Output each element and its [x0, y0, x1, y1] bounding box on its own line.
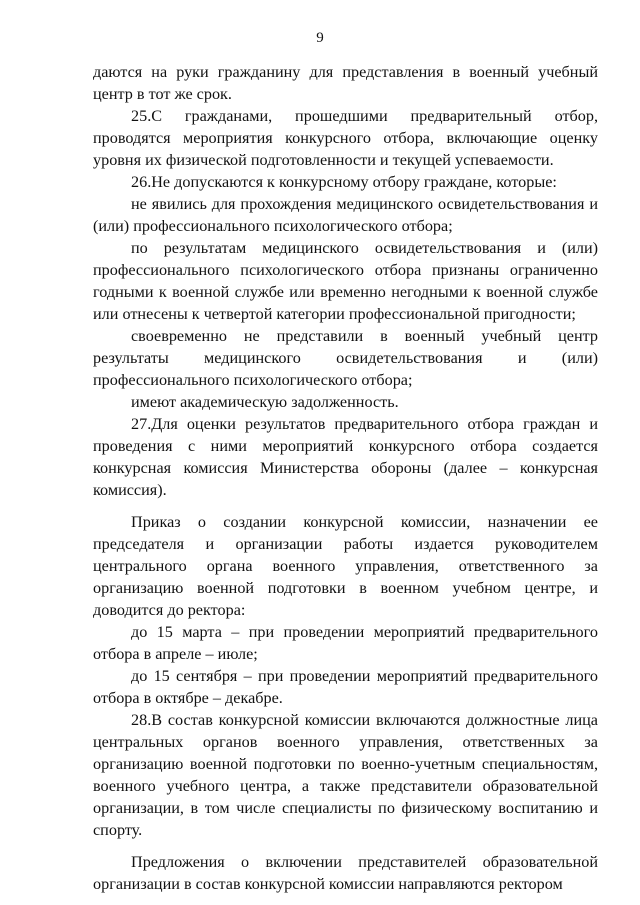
list-item: имеют академическую задолженность.	[131, 393, 399, 411]
list-item: до 15 сентября – при проведении мероприятий предварительного отбора в октябре – декабре.	[93, 667, 598, 707]
list-item: своевременно не представили в военный учебный центр результаты медицинского освидетельствования и (или) профессионального психологического отбора;	[93, 327, 598, 389]
paragraph: даются на руки гражданину для представления в военный учебный центр в тот же срок.	[93, 63, 598, 103]
list-item: не явились для прохождения медицинского освидетельствования и (или) профессионального психологического отбора;	[93, 195, 598, 235]
list-item: по результатам медицинского освидетельствования и (или) профессионального психологического отбора признаны ограниченно годными к военной службе или временно негодными к военной службе или отнесены к четвертой категории профессиональной пригодности;	[93, 239, 598, 323]
paragraph-26: 26.Не допускаются к конкурсному отбору граждане, которые:	[131, 173, 557, 191]
paragraph-25: 25.С гражданами, прошедшими предварительный отбор, проводятся мероприятия конкурсного отбора, включающие оценку уровня их физической подготовленности и текущей успеваемости.	[93, 107, 598, 169]
paragraph: Приказ о создании конкурсной комиссии, назначении ее председателя и организации работы издается руководителем центрального органа военного управления, ответственного за организацию военной подготовки в военном учебном центре, и доводится до ректора:	[93, 513, 598, 619]
paragraph-27: 27.Для оценки результатов предварительного отбора граждан и проведения с ними мероприятий конкурсного отбора создается конкурсная комиссия Министерства обороны (далее – конкурсная комиссия).	[93, 415, 598, 499]
paragraph: Предложения о включении представителей образовательной организации в состав конкурсной комиссии направляются ректором	[93, 853, 598, 893]
list-item: до 15 марта – при проведении мероприятий предварительного отбора в апреле – июле;	[93, 623, 598, 663]
page-number: 9	[316, 30, 324, 46]
document-body	[93, 61, 598, 895]
paragraph-28: 28.В состав конкурсной комиссии включаются должностные лица центральных органов военного управления, ответственных за организацию военной подготовки по военно-учетным специальностям, военного учебного центра, а также представители образовательной организации, в том числе специалисты по физическому воспитанию и спорту.	[93, 711, 598, 839]
